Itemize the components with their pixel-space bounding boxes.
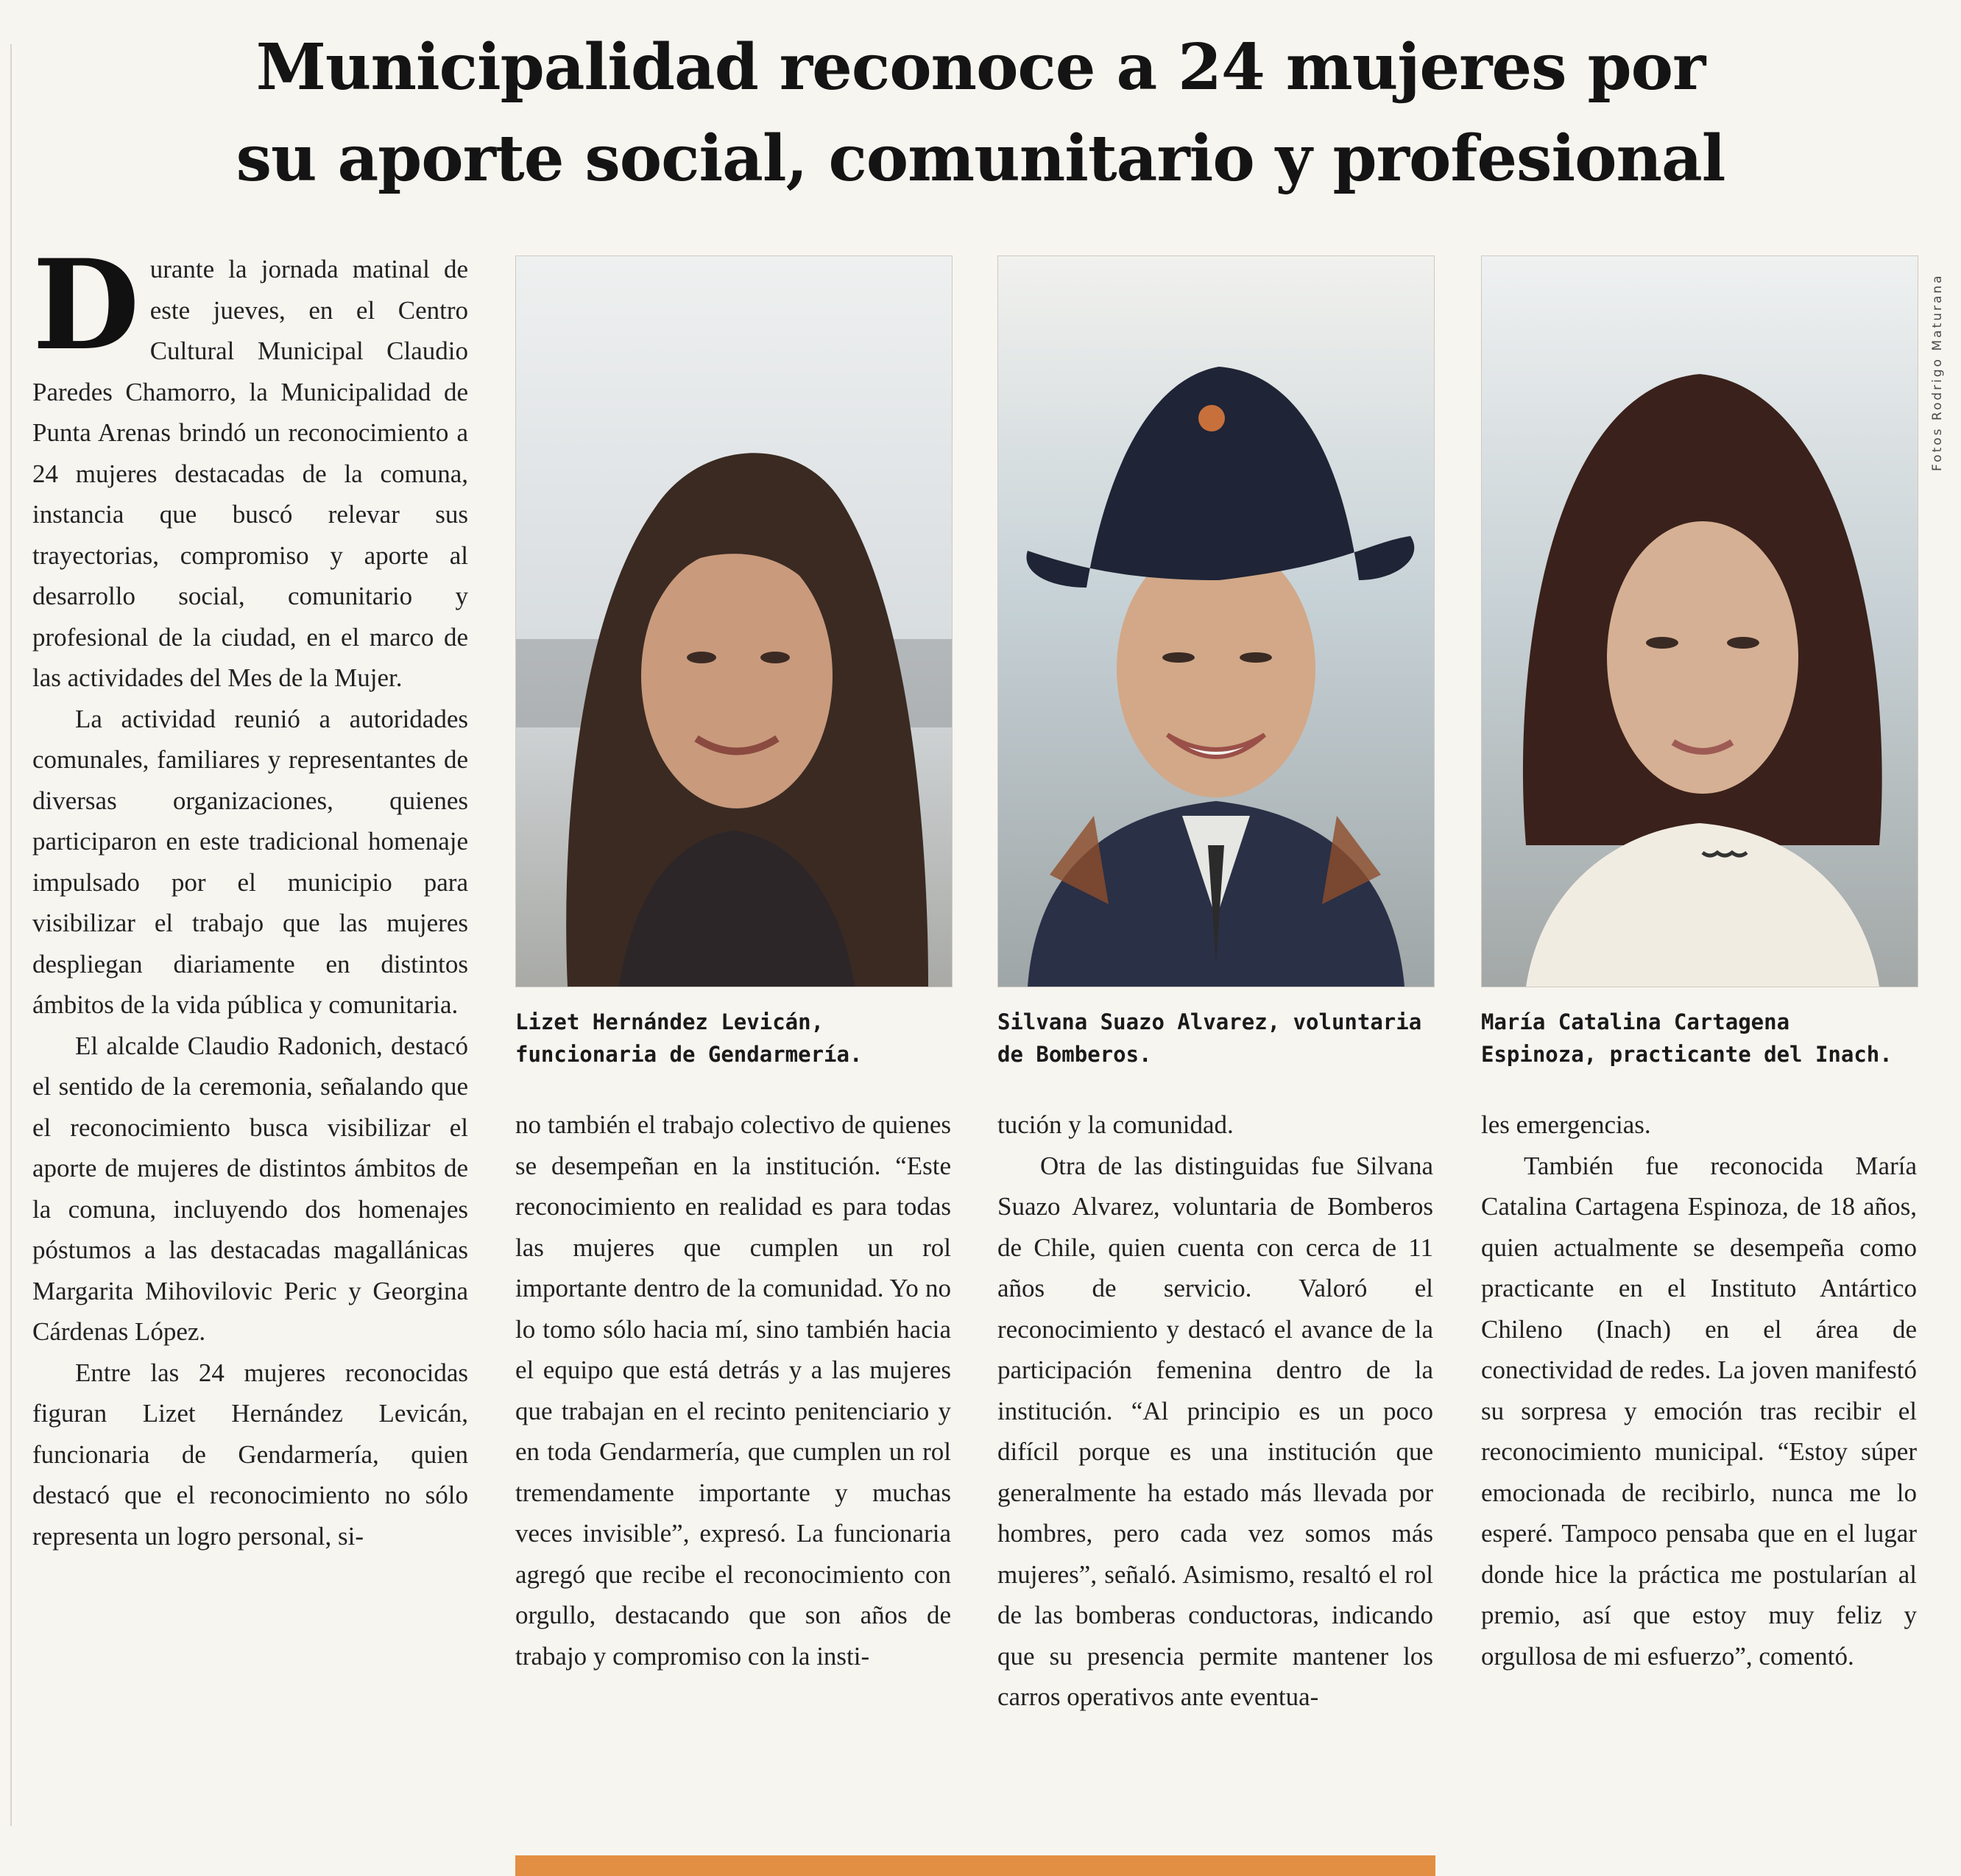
- article-column-3: [997, 1104, 1433, 1718]
- headline-line-1: Municipalidad reconoce a 24 mujeres por: [255, 30, 1706, 105]
- paragraph: También fue reconocida María Catalina Cartagena Espinoza, de 18 años, quien actualmente se desempeña como practicante en el Instituto Antártico Chileno (Inach) en el área de conectividad de redes. La joven manifestó su sorpresa y emoción tras recibir el reconocimiento municipal. “Estoy súper emocionada de recibirlo, nunca me lo esperé. Tampoco pensaba que en el lugar donde hice la práctica me postularían al premio, así que estoy muy feliz y orgullosa de mi esfuerzo”, comentó.: [1481, 1151, 1917, 1671]
- photo-silvana-suazo: [997, 255, 1435, 987]
- portrait-silvana-icon: [998, 256, 1434, 987]
- lead-paragraph-text: urante la jornada matinal de este jueves, en el Centro Cultural Municipal Claudio Paredes Chamorro, la Municipalidad de Punta Arenas brindó un reconocimiento a 24 mujeres destacadas de la comuna, instancia que buscó relevar sus trayectorias, compromiso y aporte al desarrollo social, comunitario y profesional de la ciudad, en el marco de las actividades del Mes de la Mujer.: [32, 255, 468, 692]
- paragraph: La actividad reunió a autoridades comunales, familiares y representantes de diversas organizaciones, quienes participaron en este tradicional homenaje impulsado por el municipio para visibilizar el trabajo que las mujeres despliegan diariamente en distintos ámbitos de la vida pública y comunitaria.: [32, 704, 468, 1019]
- paragraph: les emergencias.: [1481, 1110, 1651, 1139]
- photo-caption-lizet: Lizet Hernández Levicán, funcionaria de Gendarmería.: [515, 1009, 863, 1067]
- article-column-2: [515, 1104, 951, 1676]
- paragraph: El alcalde Claudio Radonich, destacó el sentido de la ceremonia, señalando que el reconocimiento busca visibilizar el aporte de mujeres de distintos ámbitos de la comuna, incluyendo dos homenajes póstumos a las destacadas magallánicas Margarita Mihovilovic Peric y Georgina Cárdenas López.: [32, 1031, 468, 1346]
- headline-line-2: su aporte social, comunitario y profesional: [236, 121, 1725, 196]
- paragraph: Entre las 24 mujeres reconocidas figuran Lizet Hernández Levicán, funcionaria de Gendarmería, quien destacó que el reconocimiento no sólo representa un logro personal, si-: [32, 1358, 468, 1551]
- article-column-1: [32, 232, 468, 1556]
- footer-orange-band: [515, 1855, 1435, 1876]
- lead-paragraph: [32, 232, 468, 699]
- page-left-rule: [10, 44, 12, 1826]
- portrait-maria-catalina-icon: [1482, 256, 1918, 987]
- article-headline: [0, 22, 1961, 205]
- photo-caption-silvana: Silvana Suazo Alvarez, voluntaria de Bomberos.: [997, 1009, 1422, 1067]
- photo-caption-maria-catalina: María Catalina Cartagena Espinoza, practicante del Inach.: [1481, 1009, 1893, 1067]
- paragraph: no también el trabajo colectivo de quienes se desempeñan en la institución. “Este reconocimiento en realidad es para todas las mujeres que cumplen un rol importante dentro de la comunidad. Yo no lo tomo sólo hacia mí, sino también hacia el equipo que está detrás y a las mujeres que trabajan en el recinto penitenciario y en toda Gendarmería, que cumplen un rol tremendamente importante y muchas veces invisible”, expresó. La funcionaria agregó que recibe el reconocimiento con orgullo, destacando que son años de trabajo y compromiso con la insti-: [515, 1110, 951, 1671]
- article-column-4: [1481, 1104, 1917, 1676]
- photo-credit: Fotos Rodrigo Maturana: [1930, 273, 1945, 471]
- paragraph: Otra de las distinguidas fue Silvana Suazo Alvarez, voluntaria de Bomberos de Chile, quien cuenta con cerca de 11 años de servicio. Valoró el reconocimiento y destacó el avance de la participación femenina dentro de la institución. “Al principio es un poco difícil porque es una institución que generalmente ha estado más llevada por hombres, pero cada vez somos más mujeres”, señaló. Asimismo, resaltó el rol de las bomberas conductoras, indicando que su presencia permite mantener los carros operativos ante eventua-: [997, 1151, 1433, 1711]
- paragraph: tución y la comunidad.: [997, 1110, 1234, 1139]
- photo-lizet-hernandez: [515, 255, 953, 987]
- drop-cap: D: [32, 232, 140, 378]
- portrait-lizet-icon: [516, 256, 952, 987]
- photo-maria-catalina-cartagena: [1481, 255, 1918, 987]
